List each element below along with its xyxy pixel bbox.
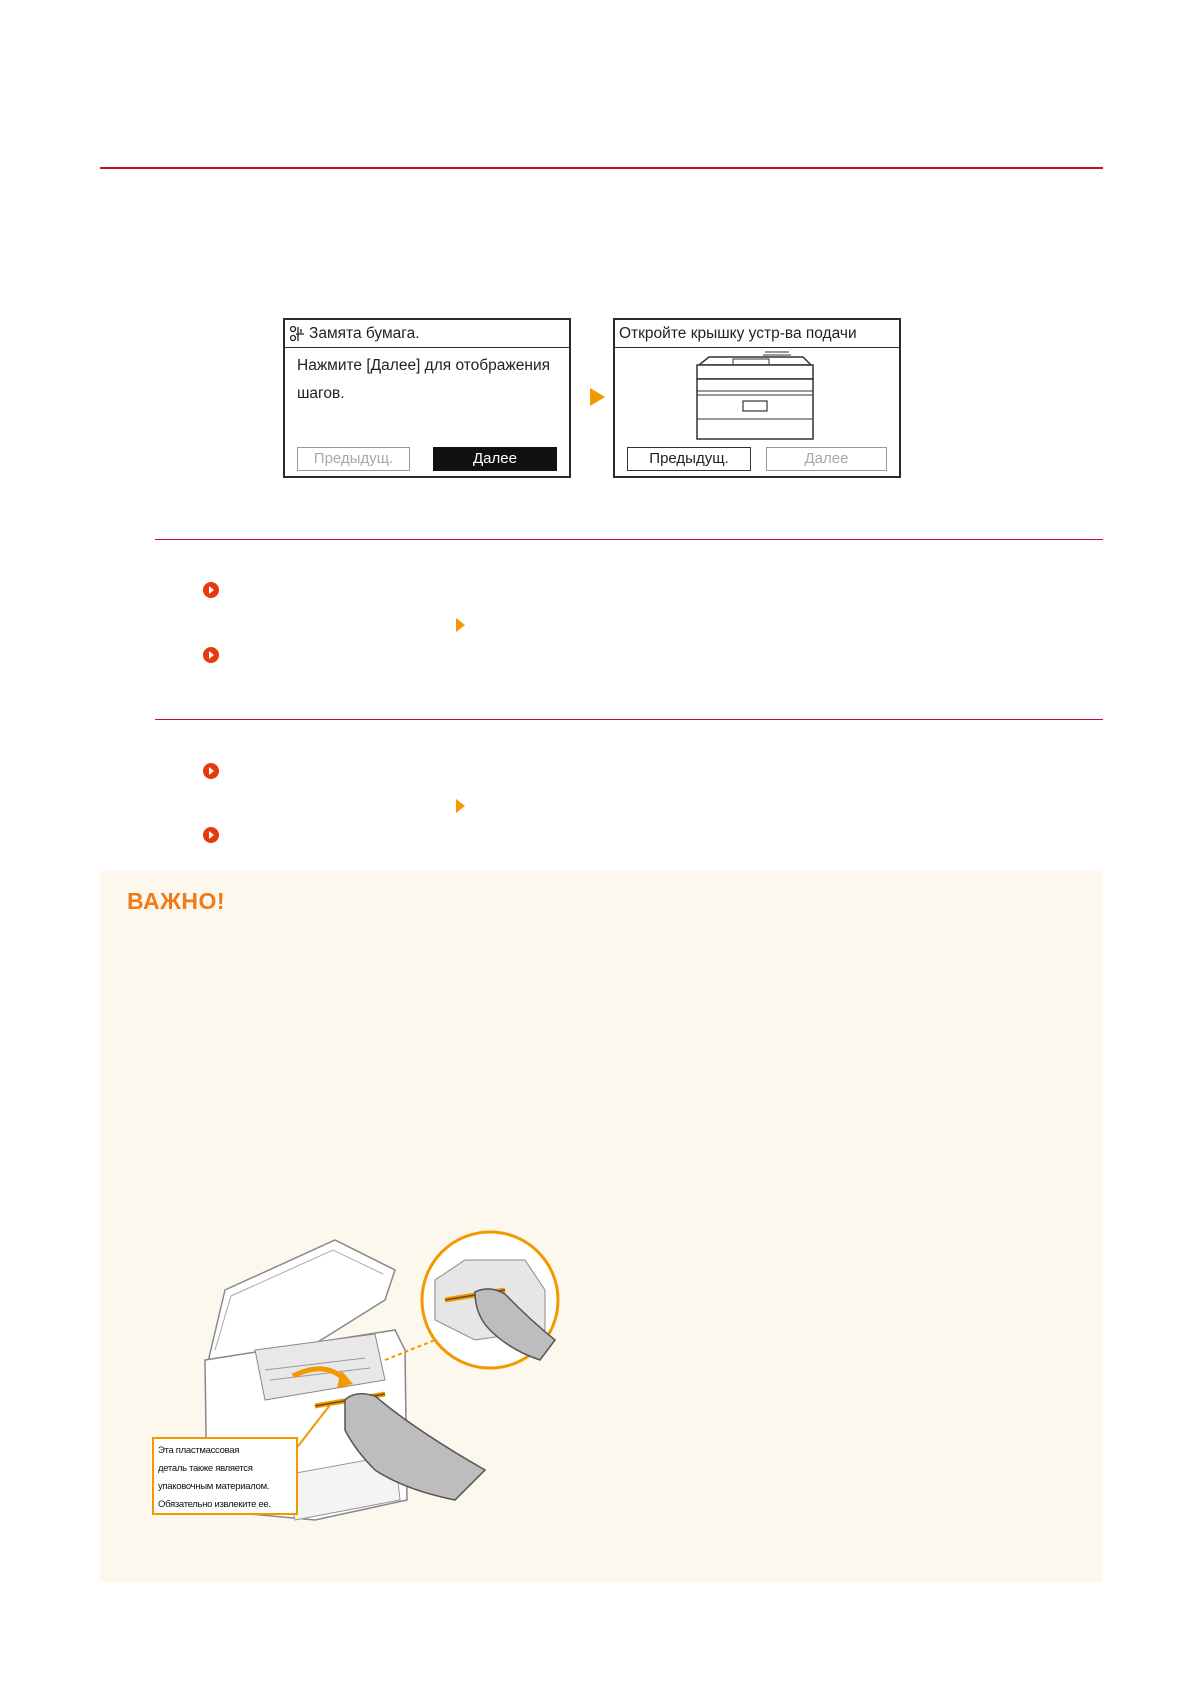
circle-arrow-bullet-icon[interactable] bbox=[203, 763, 219, 779]
lcd-title-bar bbox=[285, 320, 569, 348]
lcd-message-line: шагов. bbox=[297, 385, 345, 402]
subsection-rule bbox=[155, 719, 1103, 720]
circle-arrow-bullet-icon[interactable] bbox=[203, 582, 219, 598]
lcd-message-line: Нажмите [Далее] для отображения bbox=[297, 357, 551, 374]
lcd-screen-open-feeder bbox=[613, 318, 901, 478]
callout-line: Эта пластмассовая bbox=[158, 1445, 240, 1456]
lcd-title: Откройте крышку устр-ва подачи bbox=[619, 324, 857, 342]
lcd-title: Замята бумага. bbox=[309, 324, 420, 342]
printer-icon bbox=[613, 347, 901, 447]
triangle-arrow-icon bbox=[456, 618, 465, 632]
prev-button[interactable]: Предыдущ. bbox=[627, 447, 751, 471]
circle-arrow-bullet-icon[interactable] bbox=[203, 827, 219, 843]
packing-material-callout bbox=[152, 1437, 298, 1515]
callout-line: упаковочным материалом. bbox=[158, 1481, 270, 1492]
callout-line: деталь также является bbox=[158, 1463, 253, 1474]
lcd-message bbox=[285, 348, 569, 412]
subsection-rule bbox=[155, 539, 1103, 540]
next-arrow-icon bbox=[590, 388, 605, 406]
lcd-title-bar bbox=[615, 320, 899, 348]
circle-arrow-bullet-icon[interactable] bbox=[203, 647, 219, 663]
callout-line: Обязательно извлеките ее. bbox=[158, 1499, 271, 1510]
next-button[interactable]: Далее bbox=[766, 447, 887, 471]
paper-jam-icon bbox=[289, 325, 305, 343]
section-rule bbox=[100, 167, 1103, 169]
triangle-arrow-icon bbox=[456, 799, 465, 813]
important-heading: ВАЖНО! bbox=[127, 888, 226, 914]
prev-button[interactable]: Предыдущ. bbox=[297, 447, 410, 471]
lcd-screen-paper-jam bbox=[283, 318, 571, 478]
next-button[interactable]: Далее bbox=[433, 447, 557, 471]
